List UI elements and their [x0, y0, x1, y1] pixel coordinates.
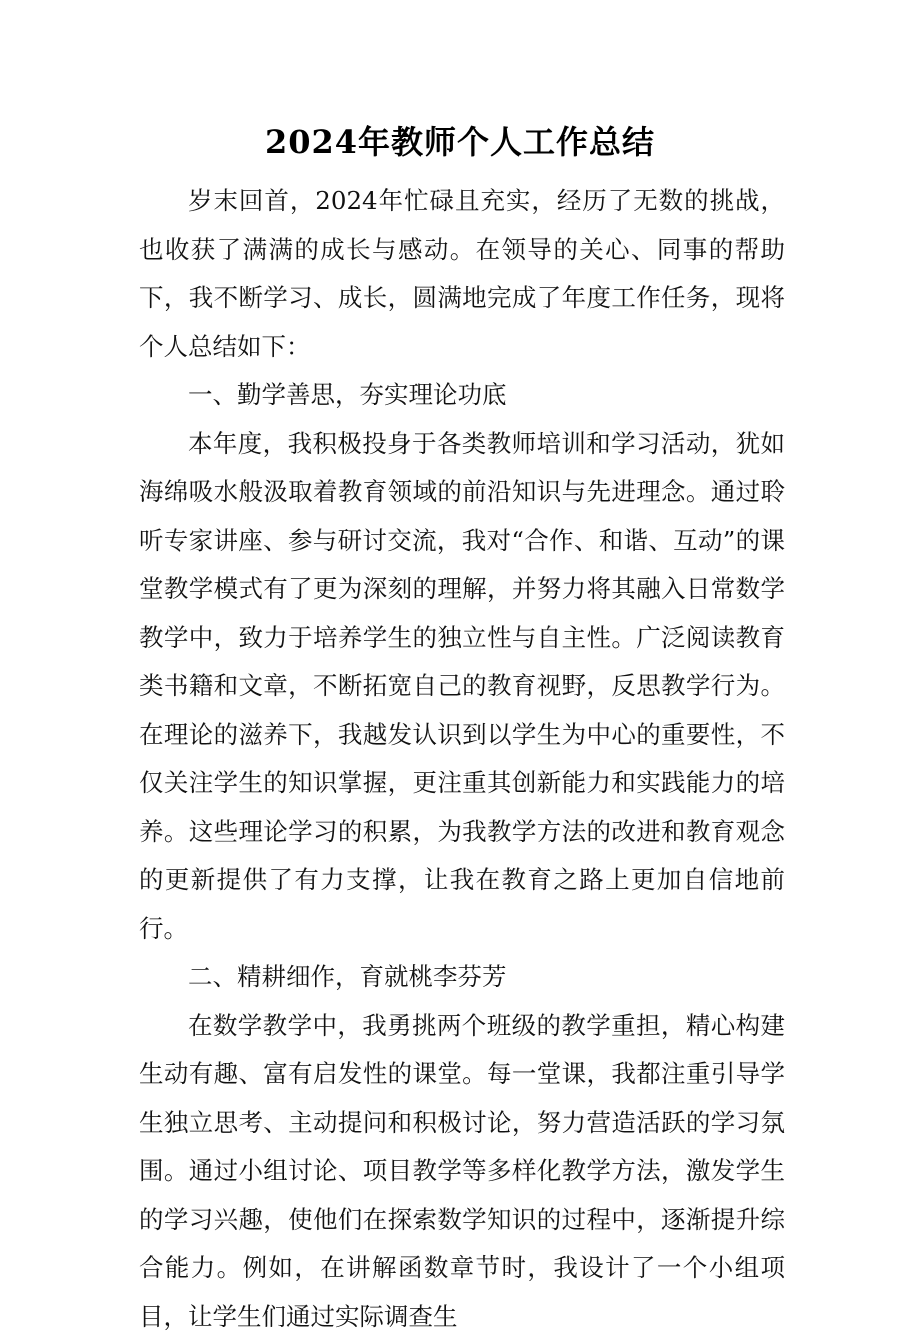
document-title: 2024年教师个人工作总结	[0, 118, 920, 166]
section-1-paragraph: 本年度，我积极投身于各类教师培训和学习活动，犹如海绵吸水般汲取着教育领域的前沿知识与先进理念。通过聆听专家讲座、参与研讨交流，我对“合作、和谐、互动”的课堂教学模式有了更为深刻的理解，并努力将其融入日常数学教学中，致力于培养学生的独立性与自主性。广泛阅读教育类书籍和文章，不断拓宽自己的教育视野，反思教学行为。在理论的滋养下，我越发认识到以学生为中心的重要性，不仅关注学生的知识掌握，更注重其创新能力和实践能力的培养。这些理论学习的积累，为我教学方法的改进和教育观念的更新提供了有力支撑，让我在教育之路上更加自信地前行。	[139, 420, 785, 954]
document-body	[139, 177, 785, 1341]
intro-paragraph: 岁末回首，2024年忙碌且充实，经历了无数的挑战，也收获了满满的成长与感动。在领导的关心、同事的帮助下，我不断学习、成长，圆满地完成了年度工作任务，现将个人总结如下：	[139, 177, 785, 371]
section-heading-2: 二、精耕细作，育就桃李芬芳	[139, 953, 785, 1002]
section-2-paragraph: 在数学教学中，我勇挑两个班级的教学重担，精心构建生动有趣、富有启发性的课堂。每一堂课，我都注重引导学生独立思考、主动提问和积极讨论，努力营造活跃的学习氛围。通过小组讨论、项目教学等多样化教学方法，激发学生的学习兴趣，使他们在探索数学知识的过程中，逐渐提升综合能力。例如，在讲解函数章节时，我设计了一个小组项目，让学生们通过实际调查生	[139, 1002, 785, 1341]
section-heading-1: 一、勤学善思，夯实理论功底	[139, 371, 785, 420]
